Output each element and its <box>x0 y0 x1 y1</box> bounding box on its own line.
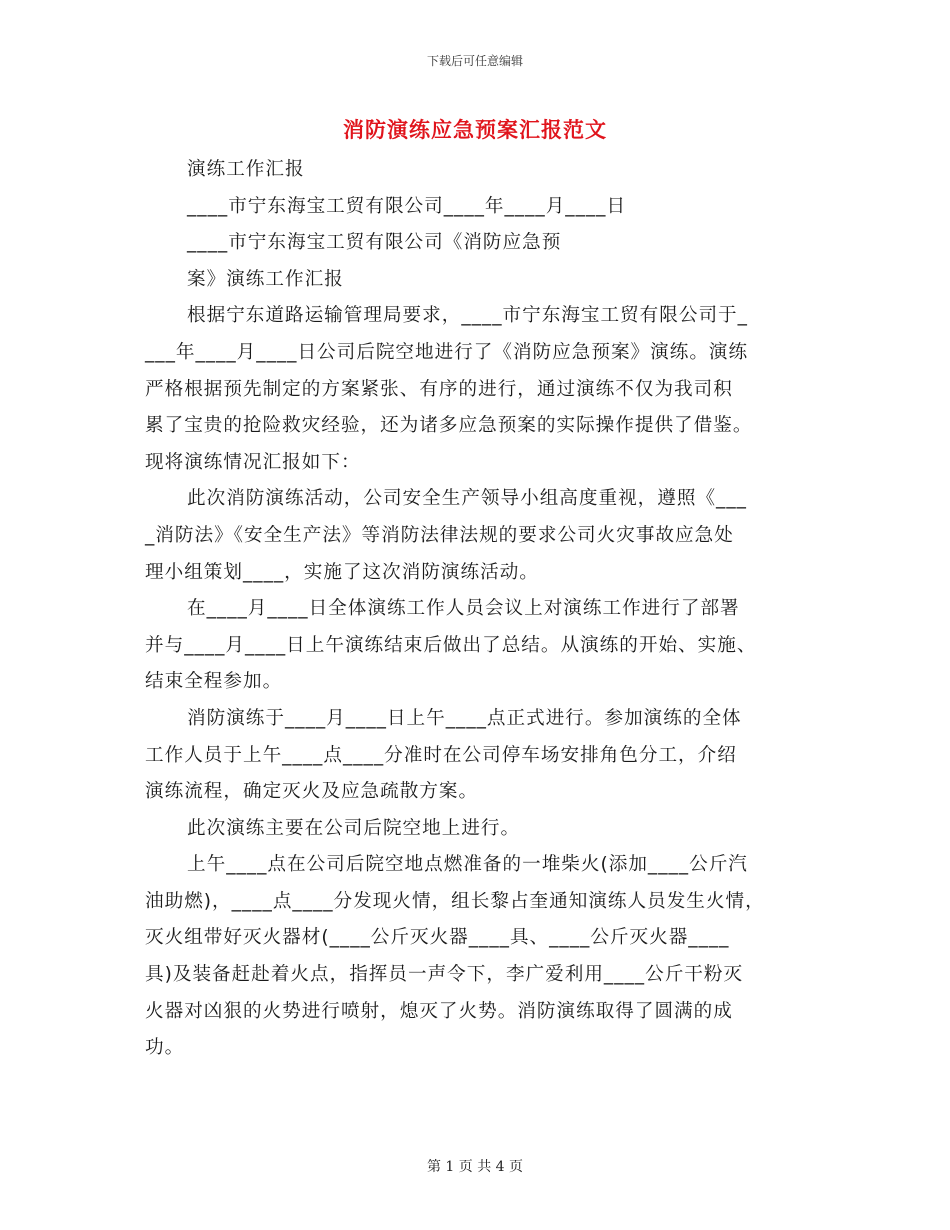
document-title: 消防演练应急预案汇报范文 <box>343 117 607 142</box>
body-line: 演练工作汇报 <box>187 159 305 180</box>
body-line: ____市宁东海宝工贸有限公司《消防应急预 <box>187 232 562 254</box>
body-line: 并与____月____日上午演练结束后做出了总结。从演练的开始、实施、 <box>145 634 757 656</box>
body-line: 油助燃)，____点____分发现火情，组长黎占奎通知演练人员发生火情， <box>145 890 765 912</box>
body-line: 上午____点在公司后院空地点燃准备的一堆柴火(添加____公斤汽 <box>187 854 748 876</box>
body-line: 案》演练工作汇报 <box>187 268 344 290</box>
page-header: 下载后可任意编辑 <box>426 54 523 68</box>
body-line: 理小组策划____，实施了这次消防演练活动。 <box>145 561 539 583</box>
body-line: 具)及装备赶赴着火点，指挥员一声令下，李广爱利用____公斤干粉灭 <box>145 964 744 986</box>
body-line: 根据宁东道路运输管理局要求，____市宁东海宝工贸有限公司于_ <box>187 305 748 327</box>
body-line: 火器对凶狠的火势进行喷射，熄灭了火势。消防演练取得了圆满的成 <box>145 1000 733 1022</box>
body-line: 结束全程参加。 <box>145 671 283 693</box>
body-line: 此次演练主要在公司后院空地上进行。 <box>187 817 521 839</box>
body-line: 功。 <box>145 1037 185 1059</box>
page-footer: 第 1 页 共 4 页 <box>426 1159 524 1175</box>
body-line: ____市宁东海宝工贸有限公司____年____月____日 <box>187 195 627 217</box>
body-line: 灭火组带好灭火器材(____公斤灭火器____具、____公斤灭火器____ <box>145 927 730 949</box>
body-line: ___年____月____日公司后院空地进行了《消防应急预案》演练。演练 <box>145 341 749 363</box>
body-line: 严格根据预先制定的方案紧张、有序的进行，通过演练不仅为我司积 <box>145 378 733 400</box>
body-line: 演练流程，确定灭火及应急疏散方案。 <box>145 781 479 803</box>
body-line: 累了宝贵的抢险救灾经验，还为诸多应急预案的实际操作提供了借鉴。 <box>145 415 753 437</box>
body-line: 在____月____日全体演练工作人员会议上对演练工作进行了部署 <box>187 598 740 620</box>
body-line: 工作人员于上午____点____分准时在公司停车场安排角色分工，介绍 <box>145 744 737 766</box>
body-line: 消防演练于____月____日上午____点正式进行。参加演练的全体 <box>187 707 742 729</box>
body-line: _消防法》《安全生产法》等消防法律法规的要求公司火灾事故应急处 <box>145 524 734 546</box>
body-line: 现将演练情况汇报如下： <box>145 451 361 473</box>
document-body <box>145 152 810 1067</box>
body-line: 此次消防演练活动，公司安全生产领导小组高度重视，遵照《___ <box>187 488 747 510</box>
